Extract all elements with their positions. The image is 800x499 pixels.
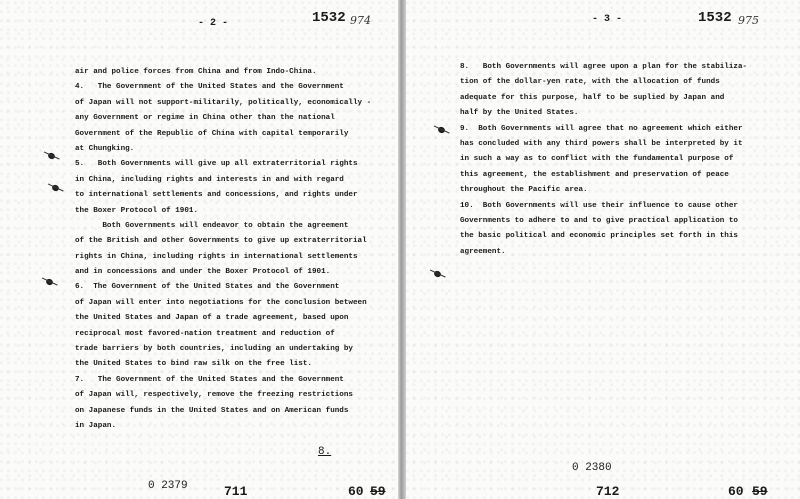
text-line: the basic political and economic principles set forth in this — [460, 232, 738, 241]
ink-blot — [45, 278, 54, 286]
text-line: to international settlements and concessions, and rights under — [75, 191, 358, 200]
text-line: 6. The Government of the United States and the Government — [75, 283, 340, 292]
text-line: the Boxer Protocol of 1901. — [75, 206, 199, 215]
text-line: rights in China, including rights in international settlements — [75, 252, 358, 261]
footer-serial-number: 0 2380 — [572, 462, 612, 474]
text-line: any Government or regime in China other than the national — [75, 114, 335, 123]
text-line: on Japanese funds in the United States and on American funds — [75, 406, 349, 415]
footer-struck-number: 59 — [370, 484, 386, 499]
text-line: Both Governments will endeavor to obtain the agreement — [75, 221, 349, 230]
text-line: 7. The Government of the United States and the Government — [75, 375, 344, 384]
left-page-body — [75, 65, 371, 434]
handwritten-page-number: 974 — [350, 14, 371, 27]
text-line: of Japan will enter into negotiations for the conclusion between — [75, 298, 367, 307]
text-line: reciprocal most favored-nation treatment and reduction of — [75, 329, 335, 338]
text-line: half by the United States. — [460, 109, 579, 118]
text-line: trade barriers by both countries, including an undertaking by — [75, 345, 353, 354]
text-line: the United States to bind raw silk on the free list. — [75, 360, 312, 369]
text-line: of Japan will not support-militarily, politically, economically - — [75, 98, 372, 107]
right-page — [406, 0, 800, 499]
text-line: of the British and other Governments to give up extraterritorial — [75, 237, 367, 246]
continuation-marker: 8. — [318, 446, 332, 458]
footer-stamp-number: 60 — [728, 484, 744, 499]
text-line: adequate for this purpose, half to be suplied by Japan and — [460, 93, 725, 102]
text-line: the United States and Japan of a trade agreement, based upon — [75, 314, 349, 323]
ink-blot — [433, 270, 442, 278]
text-line: in such a way as to conflict with the fundamental purpose of — [460, 155, 734, 164]
text-line: agreement. — [460, 247, 506, 256]
text-line: tion of the dollar-yen rate, with the allocation of funds — [460, 78, 720, 87]
handwritten-page-number: 975 — [738, 14, 759, 27]
ink-blot — [51, 184, 60, 192]
footer-stamp-number: 60 — [348, 484, 364, 499]
text-line: 4. The Government of the United States and the Government — [75, 83, 344, 92]
text-line: 8. Both Governments will agree upon a plan for the stabiliza- — [460, 63, 748, 71]
text-line: has concluded with any third powers shall be interpreted by it — [460, 139, 743, 148]
ink-blot — [437, 126, 446, 134]
text-line: at Chungking. — [75, 144, 135, 153]
text-line: 9. Both Governments will agree that no agreement which either — [460, 124, 743, 133]
book-gutter — [398, 0, 406, 499]
text-line: in Japan. — [75, 421, 117, 430]
footer-serial-number: 0 2379 — [148, 480, 188, 492]
right-page-body — [460, 60, 747, 260]
text-line: 10. Both Governments will use their influence to cause other — [460, 201, 738, 210]
left-page — [0, 0, 398, 499]
footer-page-number: 712 — [596, 484, 620, 499]
page-marker: - 3 - — [592, 14, 623, 25]
text-line: 5. Both Governments will give up all extraterritorial rights — [75, 160, 358, 169]
text-line: in China, including rights and interests in and with regard — [75, 175, 344, 184]
footer-struck-number: 59 — [752, 484, 768, 499]
document-number: 1532 — [698, 10, 732, 26]
text-line: and in concessions and under the Boxer Protocol of 1901. — [75, 268, 331, 277]
text-line: throughout the Pacific area. — [460, 186, 588, 195]
ink-blot — [47, 152, 56, 160]
document-number: 1532 — [312, 10, 346, 26]
text-line: air and police forces from China and from Indo-China. — [75, 68, 317, 76]
text-line: this agreement, the establishment and preservation of peace — [460, 170, 729, 179]
footer-page-number: 711 — [224, 484, 248, 499]
text-line: of Japan will, respectively, remove the freezing restrictions — [75, 391, 353, 400]
page-marker: - 2 - — [198, 18, 229, 29]
text-line: Governments to adhere to and to give practical application to — [460, 216, 738, 225]
text-line: Government of the Republic of China with capital temporarily — [75, 129, 349, 138]
